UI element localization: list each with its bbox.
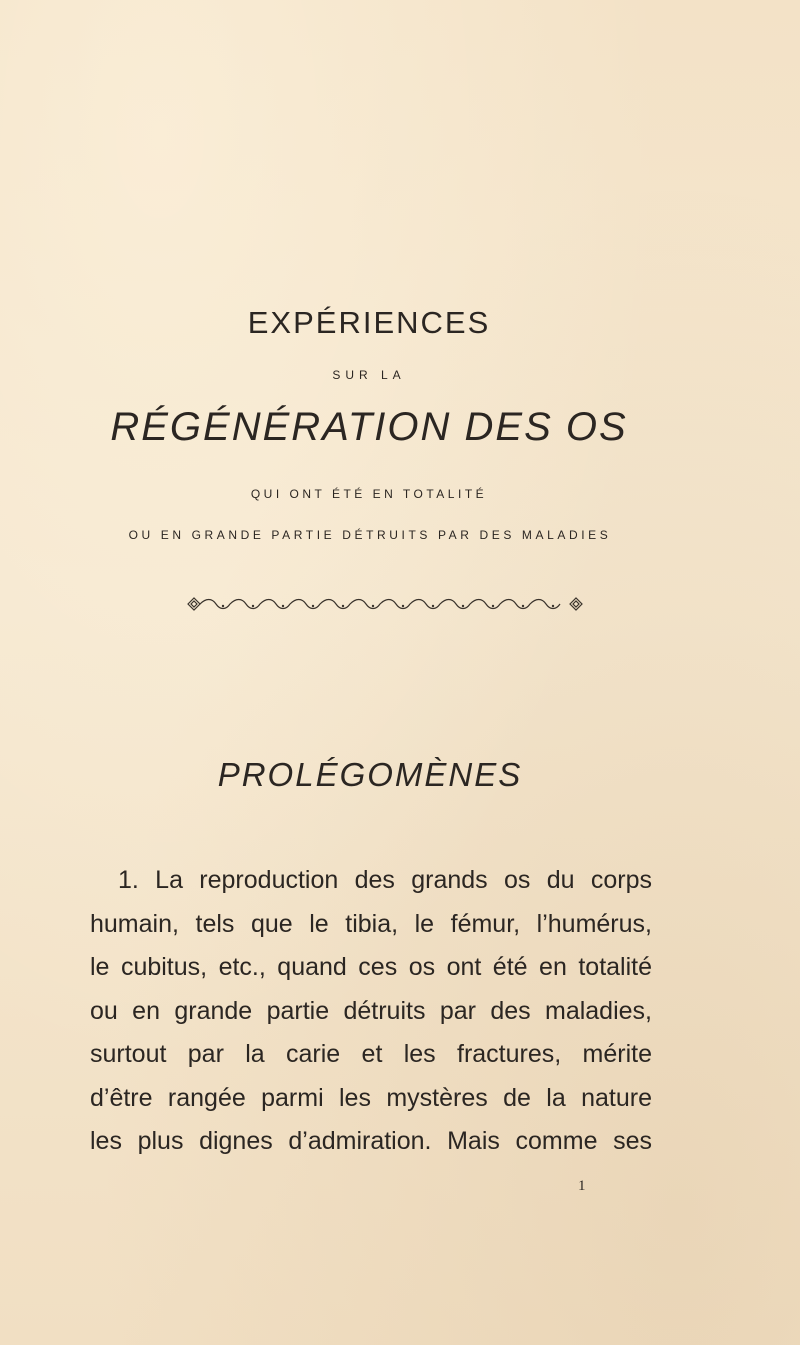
section-heading: PROLÉGOMÈNES (217, 756, 523, 793)
body-line: ou en grande partie détruits par des maladies, (90, 996, 652, 1025)
ornamental-rule-icon (186, 592, 584, 616)
body-line: le cubitus, etc., quand ces os ont été en totalité (90, 953, 652, 981)
title-subline-2: OU EN GRANDE PARTIE DÉTRUITS PAR DES MALADIES (128, 528, 612, 542)
title-subject: RÉGÉNÉRATION DES OS (110, 405, 628, 449)
body-line: d’être rangée parmi les mystères de la nature (90, 1083, 652, 1112)
title-connector: SUR LA (332, 368, 406, 382)
body-paragraph (90, 859, 652, 1164)
page-number: 1 (578, 1178, 586, 1194)
body-line: surtout par la carie et les fractures, mérite (90, 1040, 652, 1068)
body-line: les plus dignes d’admiration. Mais comme ses (90, 1127, 652, 1155)
title-subline-1: QUI ONT ÉTÉ EN TOTALITÉ (250, 487, 488, 501)
body-line: humain, tels que le tibia, le fémur, l’humérus, (90, 909, 652, 938)
title-main: EXPÉRIENCES (247, 305, 491, 340)
body-line: 1. La reproduction des grands os du corps (118, 866, 652, 894)
